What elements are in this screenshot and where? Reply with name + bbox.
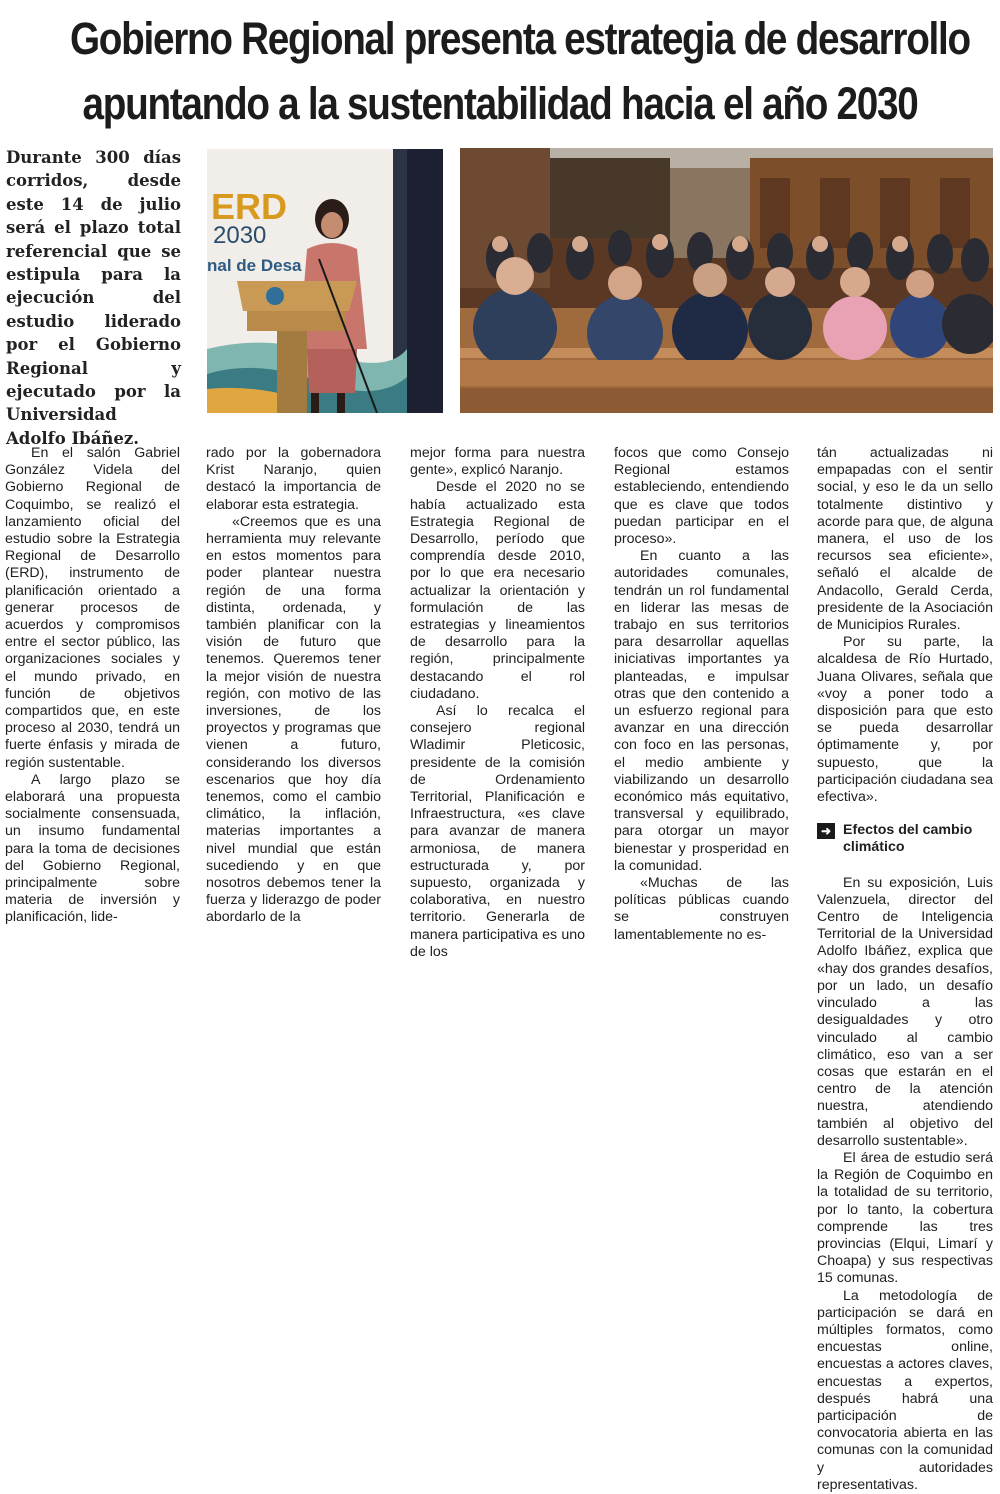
paragraph: En cuanto a las autoridades comunales, tendrán un rol fundamental en liderar las mesas de trabajo en sus territorios para desarrollar aquellas iniciativas importantes ya planteadas, e impulsar otras que den contenido a un esfuerzo regional para avanzar en una dirección con foco en las personas, el medio ambiente y viabilizando un desarrollo económico más equitativo, transversal y equilibrado, para otorgar un mayor bienestar y prosperidad en la comunidad. <box>614 548 789 874</box>
photo-speaker-podium <box>207 149 443 413</box>
paragraph: En su exposición, Luis Valenzuela, director del Centro de Inteligencia Territorial de la Universidad Adolfo Ibáñez, explica que «hay dos grandes desafíos, por un lado, un desafío vinculado a las desigualdades y otro vinculado al cambio climático, eso van a ser cosas que estarán en el centro de la atención nuestra, atendiendo también al objetivo del desarrollo sustentable». <box>817 874 993 1149</box>
paragraph: mejor forma para nuestra gente», explicó Naranjo. <box>410 445 585 479</box>
arrow-right-icon: ➜ <box>817 823 835 839</box>
paragraph: «Creemos que es una herramienta muy relevante en estos momentos para poder plantear nuestra región de una forma distinta, ordenada, y también planificar con la visión de futuro que tenemos. Queremos tener la mejor visión de nuestra región, con motivo de las inversiones, de los proyectos y programas que vienen a futuro, considerando los diversos escenarios que hoy día tenemos, como el cambio climático, la inflación, materias importantes a nivel mundial que están sucediendo y en que nosotros debemos tener la fuerza y liderazgo de poder abordarlo de la <box>206 513 381 926</box>
paragraph: Así lo recalca el consejero regional Wladimir Pleticosic, presidente de la comisión de Ordenamiento Territorial, Planificación e Infraestructura, «es clave para avanzar de manera armoniosa, de manera estructurada y, por supuesto, organizada y colaborativa, en nuestro territorio. Generarla de manera participativa es uno de los <box>410 703 585 960</box>
paragraph: Por su parte, la alcaldesa de Río Hurtado, Juana Olivares, señala que «voy a poner todo a disposición para que esto se pueda desarrollar óptimamente y, por supuesto, que la participación ciudadana sea efectiva». <box>817 634 993 806</box>
article-column-3 <box>410 445 585 961</box>
paragraph: El área de estudio será la Región de Coquimbo en la totalidad de su territorio, por lo tanto, la cobertura comprende las tres provincias (Elqui, Limarí y Choapa) y sus respectivas 15 comunas. <box>817 1149 993 1287</box>
banner-subtitle-text: nal de Desa <box>207 256 302 275</box>
banner-erd-text: ERD <box>211 186 288 227</box>
paragraph: En el salón Gabriel González Videla del Gobierno Regional de Coquimbo, se realizó el lanzamiento oficial del estudio sobre la Estrategia Regional de Desarrollo (ERD), instrumento de planificación orientado a generar procesos de acuerdos y compromisos entre el sector público, las organizaciones sociales y el mundo privado, en función de objetivos compartidos que, en este proceso al 2030, tendrá un fuerte énfasis y mirada de región sustentable. <box>5 445 180 771</box>
article-column-4 <box>614 445 789 944</box>
paragraph: «Muchas de las políticas públicas cuando se construyen lamentablemente no es- <box>614 875 789 943</box>
article-column-1 <box>5 445 180 927</box>
headline <box>70 6 970 136</box>
paragraph: focos que como Consejo Regional estamos estableciendo, entendiendo que es clave que todos puedan participar en el proceso». <box>614 445 789 548</box>
headline-line-1: Gobierno Regional presenta estrategia de desarrollo <box>70 13 970 64</box>
paragraph: La metodología de participación se dará en múltiples formatos, como encuestas online, encuestas a actores claves, encuestas a expertos, después habrá una participación de convocatoria abierta en las comunas con la comunidad y autoridades representativas. <box>817 1287 993 1493</box>
article-column-5 <box>817 445 993 1494</box>
banner-year-text: 2030 <box>213 222 267 249</box>
subheading <box>817 822 993 856</box>
headline-line-2: apuntando a la sustentabilidad hacia el año 2030 <box>82 78 918 129</box>
paragraph: Desde el 2020 no se había actualizado esta Estrategia Regional de Desarrollo, período que comprendía desde 2010, por lo que era necesario actualizar la orientación y formulación de las estrategias y lineamientos de desarrollo para la región, principalmente destacando el rol ciudadano. <box>410 479 585 702</box>
paragraph: tán actualizadas ni empapadas con el sentir social, y eso le da un sello totalmente distintivo y acorde para que, de alguna manera, el uso de los recursos sea eficiente», señaló el alcalde de Andacollo, Gerald Cerda, presidente de la Asociación de Municipios Rurales. <box>817 445 993 634</box>
article-column-2 <box>206 445 381 927</box>
photo-audience-auditorium <box>460 148 993 413</box>
paragraph: A largo plazo se elaborará una propuesta socialmente consensuada, un insumo fundamental para la toma de decisiones del Gobierno Regional, principalmente sobre materia de inversión y planificación, lide- <box>5 771 180 926</box>
subheading-text: Efectos del cambio climático <box>843 822 973 856</box>
lead-paragraph: Durante 300 días corridos, desde este 14 de julio será el plazo total referencial que se estipula para la ejecución del estudio liderado por el Gobierno Regional y ejecutado por la Universidad Adolfo Ibáñez. <box>6 148 181 448</box>
paragraph: rado por la gobernadora Krist Naranjo, quien destacó la importancia de elaborar esta estrategia. <box>206 445 381 513</box>
